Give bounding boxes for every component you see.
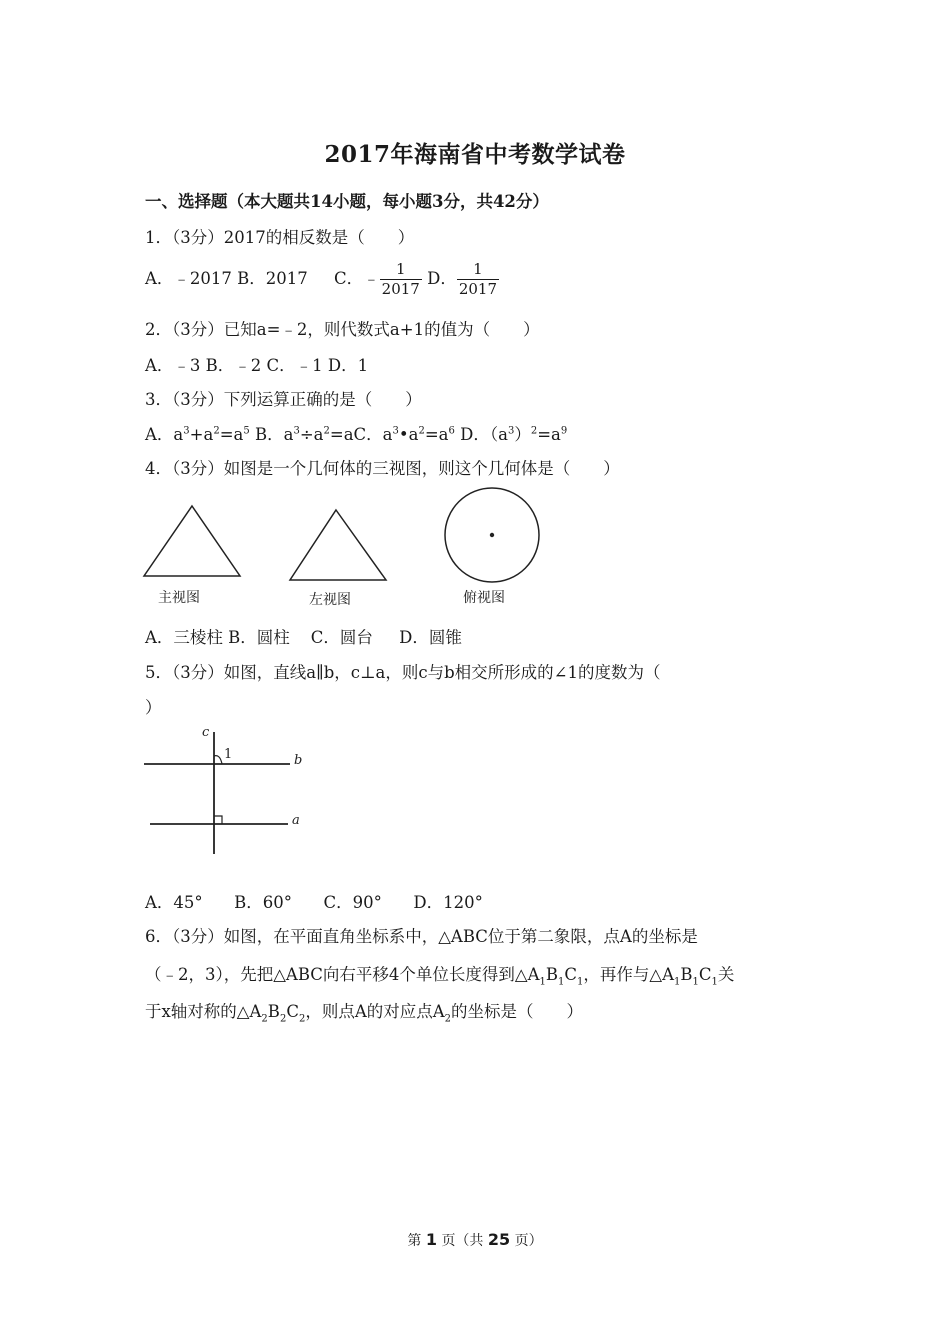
q3-a-text: A．a	[145, 425, 184, 444]
exponent: 2	[418, 425, 425, 437]
question-2-stem: 2．（3分）已知a=﹣2，则代数式a+1的值为（ ）	[145, 320, 540, 339]
question-5-options	[145, 889, 483, 913]
footer-mid: 页（共	[441, 1233, 484, 1249]
section-heading: 一、选择题（本大题共14小题，每小题3分，共42分）	[145, 192, 549, 211]
subscript: 2	[261, 1013, 268, 1025]
q4-option-b: B．圆柱	[228, 628, 290, 647]
subscript: 2	[298, 1013, 306, 1025]
q6-text: B	[680, 965, 693, 984]
label-1: 1	[224, 747, 233, 762]
fraction-denominator: 2017	[458, 280, 498, 298]
q6-text: 于x轴对称的△A	[145, 1002, 262, 1021]
subscript: 2	[279, 1013, 287, 1025]
q1-option-d-fraction	[457, 260, 499, 299]
q3-d-text: D．（a	[454, 425, 508, 444]
subscript: 1	[558, 976, 565, 988]
parallel-lines-figure	[140, 722, 320, 857]
top-view-center-dot	[490, 533, 494, 537]
label-b: b	[294, 753, 303, 768]
q3-c-text: •a	[398, 425, 419, 444]
q6-text: ，则点A的对应点A	[305, 1002, 445, 1021]
subscript: 1	[577, 976, 584, 988]
q3-a-text: +a	[189, 425, 214, 444]
q4-option-a: A．三棱柱	[145, 628, 223, 647]
q5-option-d: D．120°	[413, 893, 483, 912]
question-5-stem-line2: ）	[145, 698, 162, 717]
q6-text: C	[564, 965, 578, 984]
top-view-caption: 俯视图	[463, 590, 505, 606]
exponent: 6	[448, 425, 455, 437]
side-view-triangle	[290, 510, 386, 580]
exponent: 3	[183, 425, 190, 437]
exponent: 2	[213, 425, 220, 437]
q1-option-d-prefix: D．	[427, 269, 457, 288]
q6-text: 的坐标是（ ）	[451, 1002, 584, 1021]
question-4-stem: 4．（3分）如图是一个几何体的三视图，则这个几何体是（ ）	[145, 459, 620, 478]
exponent: 3	[507, 425, 515, 437]
side-view-caption: 左视图	[309, 592, 351, 608]
exponent: 2	[530, 425, 538, 437]
q3-b-text: B．a	[249, 425, 294, 444]
question-6-line1: 6．（3分）如图，在平面直角坐标系中，△ABC位于第二象限，点A的坐标是	[145, 927, 698, 946]
q4-option-d: D．圆锥	[399, 628, 462, 647]
q3-d-text: ）	[514, 425, 531, 444]
question-3-options	[145, 421, 567, 445]
q1-option-c-fraction	[380, 260, 422, 299]
q6-text: （﹣2，3），先把△ABC向右平移4个单位长度得到△A	[145, 965, 540, 984]
q6-text: C	[286, 1002, 299, 1021]
question-3-stem: 3．（3分）下列运算正确的是（ ）	[145, 390, 422, 409]
front-view-caption: 主视图	[158, 590, 200, 606]
q3-d-text: =a	[537, 425, 561, 444]
question-5-stem-line1: 5．（3分）如图，直线a∥b，c⊥a，则c与b相交所形成的∠1的度数为（	[145, 663, 661, 682]
footer-prefix: 第	[407, 1233, 422, 1249]
subscript: 1	[674, 976, 681, 988]
subscript: 1	[711, 976, 718, 988]
question-2-options: A．﹣3 B．﹣2 C．﹣1 D．1	[145, 356, 369, 375]
q6-text: B	[267, 1002, 280, 1021]
footer-page-number: 1	[425, 1230, 437, 1249]
question-6-line3	[145, 998, 583, 1024]
page-footer	[0, 1230, 950, 1250]
q5-option-a: A．45°	[145, 893, 203, 912]
q6-text: ，再作与△A	[583, 965, 675, 984]
q6-text: C	[698, 965, 712, 984]
q3-b-text: ÷a	[299, 425, 324, 444]
q1-option-a: A．﹣2017	[145, 269, 232, 288]
exponent: 3	[293, 425, 300, 437]
question-6-line2	[145, 961, 734, 987]
right-angle-mark	[214, 816, 222, 824]
angle-1-arc	[214, 756, 222, 764]
q4-option-c: C．圆台	[310, 628, 373, 647]
q3-c-text: C．a	[353, 425, 393, 444]
subscript: 1	[692, 976, 699, 988]
question-1-stem: 1．（3分）2017的相反数是（ ）	[145, 228, 415, 247]
q6-text: B	[545, 965, 559, 984]
q1-option-b: B．2017	[237, 269, 308, 288]
q6-text: 关	[717, 965, 735, 984]
q3-c-text: =a	[424, 425, 449, 444]
subscript: 2	[444, 1013, 452, 1025]
exponent: 9	[560, 425, 568, 437]
footer-suffix: 页）	[514, 1233, 543, 1249]
q1-option-c-prefix: C．﹣	[334, 269, 380, 288]
footer-total-pages: 25	[487, 1230, 511, 1249]
question-1-options	[145, 260, 499, 299]
q3-a-text: =a	[219, 425, 244, 444]
q5-option-b: B．60°	[234, 893, 293, 912]
exam-title: 2017年海南省中考数学试卷	[324, 141, 626, 168]
exponent: 3	[392, 425, 399, 437]
subscript: 1	[539, 976, 546, 988]
three-view-figure	[140, 488, 540, 598]
exponent: 2	[323, 425, 330, 437]
label-a: a	[292, 813, 300, 828]
front-view-triangle	[144, 506, 240, 576]
question-4-options	[145, 624, 462, 648]
q3-b-text: =a	[329, 425, 354, 444]
fraction-denominator: 2017	[381, 280, 420, 298]
exponent: 5	[243, 425, 250, 437]
label-c: c	[202, 725, 210, 740]
q5-option-c: C．90°	[323, 893, 382, 912]
fraction-numerator: 1	[395, 260, 406, 278]
fraction-numerator: 1	[473, 260, 483, 278]
